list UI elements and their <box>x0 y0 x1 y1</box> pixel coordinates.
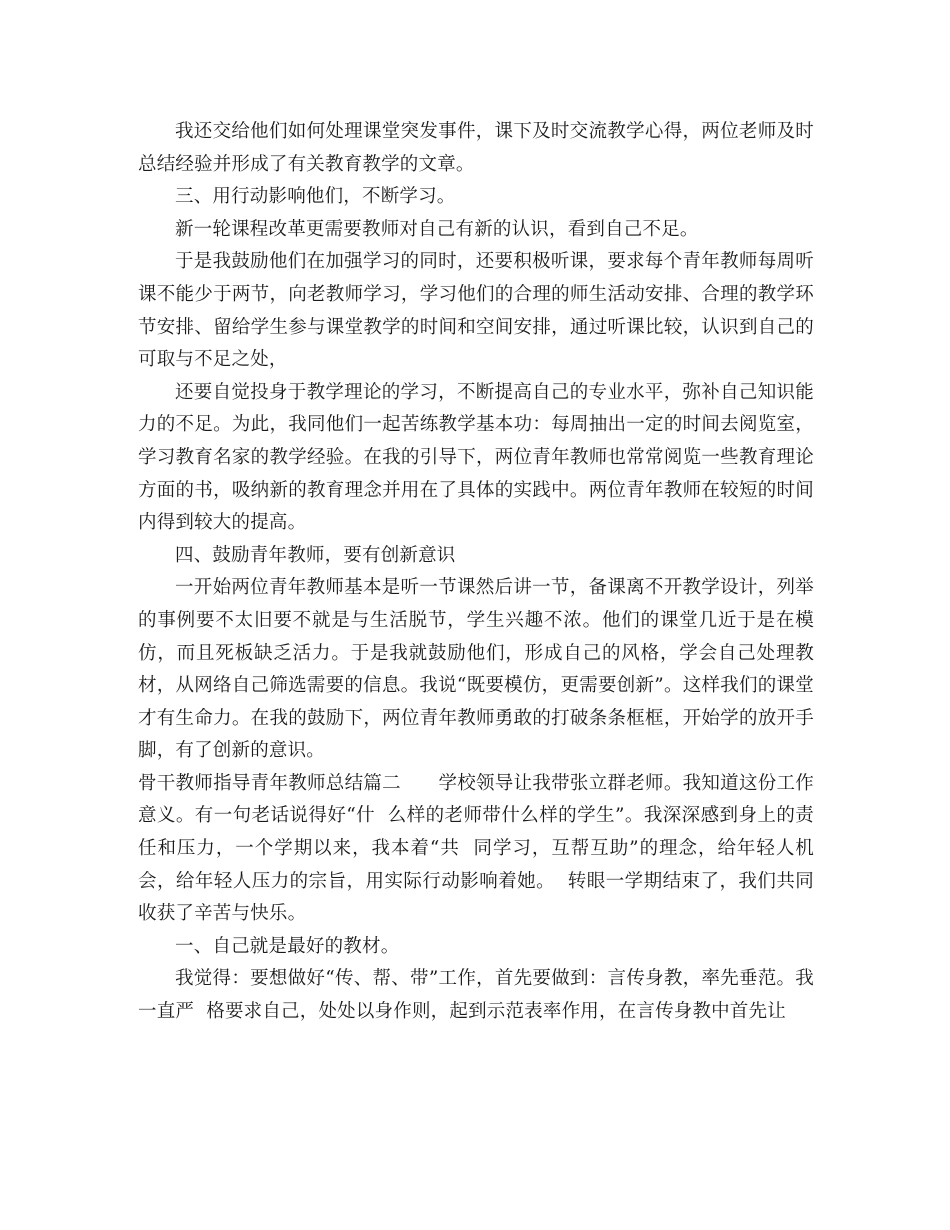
document-body <box>138 116 814 1029</box>
paragraph: 一开始两位青年教师基本是听一节课然后讲一节，备课离不开教学设计，列举的事例要不太旧要不就是与生活脱节，学生兴趣不浓。他们的课堂几近于是在模仿，而且死板缺乏活力。于是我就鼓励他们，形成自己的风格，学会自己处理教材，从网络自己筛选需要的信息。我说“既要模仿，更需要创新”。这样我们的课堂才有生命力。在我的鼓励下，两位青年教师勇敢的打破条条框框，开始学的放开手脚，有了创新的意识。 <box>138 577 814 762</box>
article-title-paragraph: 骨干教师指导青年教师总结篇二 学校领导让我带张立群老师。我知道这份工作意义。有一句老话说得好“什 么样的老师带什么样的学生”。我深深感到身上的责任和压力，一个学期以来，我本着“共 同学习，互帮互助”的理念，给年轻人机会，给年轻人压力的宗旨，用实际行动影响着她。 转眼一学期结束了，我们共同收获了辛苦与快乐。 <box>138 772 814 925</box>
section-heading: 一、自己就是最好的教材。 <box>175 935 400 957</box>
section-heading: 三、用行动影响他们，不断学习。 <box>175 186 456 208</box>
section-heading: 四、鼓励青年教师，要有创新意识 <box>175 544 456 566</box>
paragraph: 我觉得：要想做好“传、帮、带”工作，首先要做到：言传身教，率先垂范。我一直严 格要求自己，处处以身作则，起到示范表率作用，在言传身教中首先让 <box>138 968 814 1023</box>
paragraph: 新一轮课程改革更需要教师对自己有新的认识，看到自己不足。 <box>175 218 699 240</box>
paragraph: 于是我鼓励他们在加强学习的同时，还要积极听课，要求每个青年教师每周听课不能少于两节，向老教师学习，学习他们的合理的师生活动安排、合理的教学环节安排、留给学生参与课堂教学的时间和空间安排，通过听课比较，认识到自己的可取与不足之处， <box>138 251 814 371</box>
paragraph: 还要自觉投身于教学理论的学习，不断提高自己的专业水平，弥补自己知识能力的不足。为此，我同他们一起苦练教学基本功：每周抽出一定的时间去阅览室，学习教育名家的教学经验。在我的引导下，两位青年教师也常常阅览一些教育理论方面的书，吸纳新的教育理念并用在了具体的实践中。两位青年教师在较短的时间内得到较大的提高。 <box>138 381 814 534</box>
paragraph: 我还交给他们如何处理课堂突发事件，课下及时交流教学心得，两位老师及时总结经验并形成了有关教育教学的文章。 <box>138 121 814 175</box>
